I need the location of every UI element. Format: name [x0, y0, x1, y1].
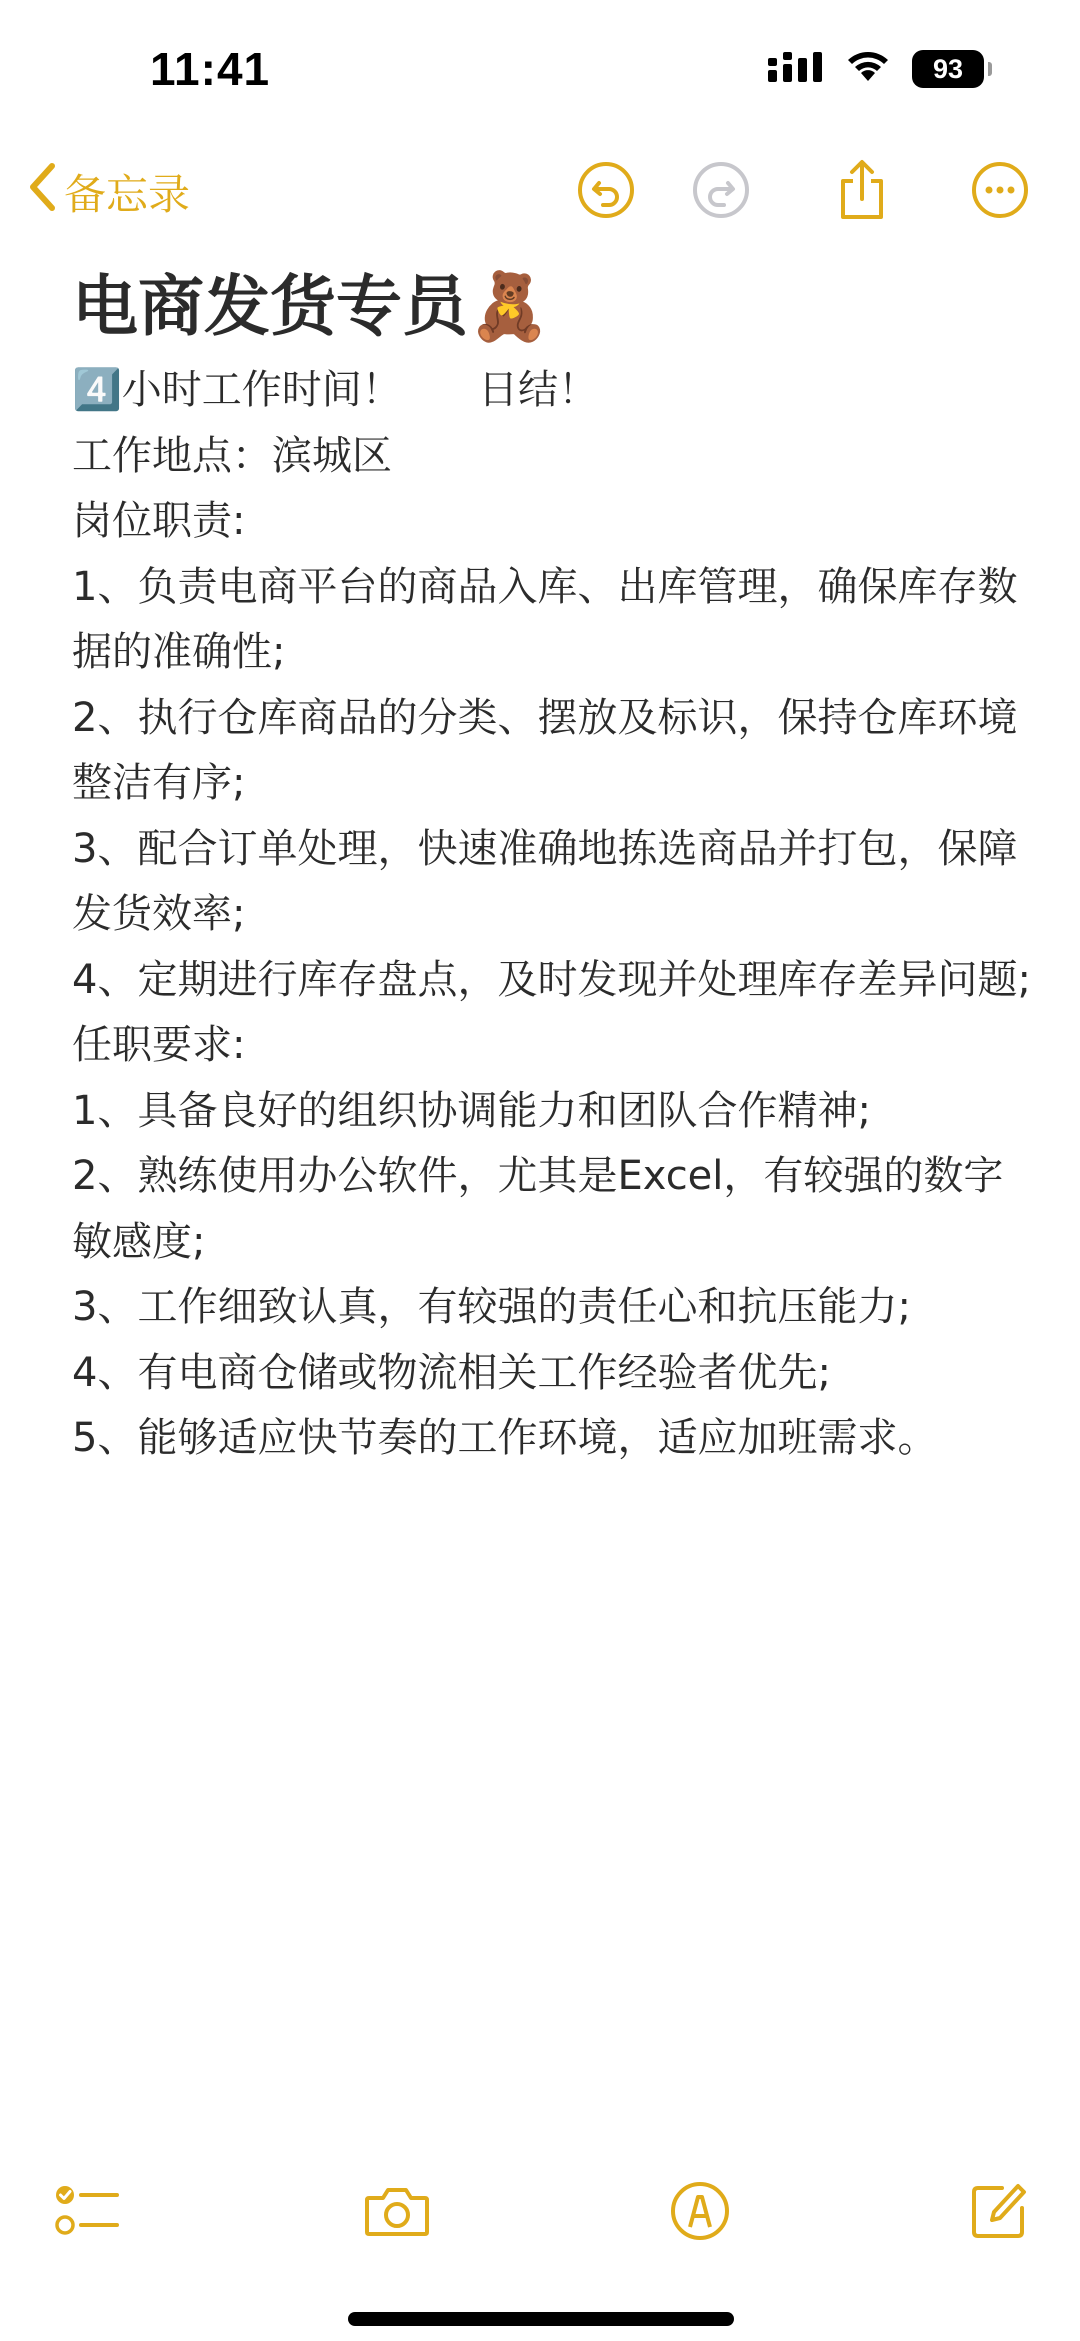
note-title[interactable]: 电商发货专员🧸 — [72, 268, 551, 345]
note-line[interactable]: 2、执行仓库商品的分类、摆放及标识，保持仓库环境整洁有序; — [72, 694, 1018, 806]
home-indicator — [348, 2312, 734, 2326]
markup-button[interactable] — [665, 2178, 735, 2248]
note-line[interactable]: 1、具备良好的组织协调能力和团队合作精神; — [72, 1087, 871, 1134]
note-line[interactable]: 4️⃣小时工作时间！ 日结！ — [72, 367, 599, 413]
note-line[interactable]: 任职要求: — [72, 1022, 246, 1068]
note-line[interactable]: 工作地点：滨城区 — [72, 432, 392, 479]
note-line[interactable]: 4、定期进行库存盘点，及时发现并处理库存差异问题; — [72, 956, 1031, 1003]
undo-button[interactable] — [576, 162, 636, 222]
chevron-left-icon — [28, 162, 56, 222]
more-button[interactable] — [970, 162, 1030, 222]
status-bar — [0, 0, 1080, 150]
note-line[interactable]: 3、工作细致认真，有较强的责任心和抗压能力; — [72, 1284, 911, 1330]
compose-button[interactable] — [964, 2178, 1034, 2248]
note-body[interactable] — [72, 262, 1032, 1472]
note-line[interactable]: 3、配合订单处理，快速准确地拣选商品并打包，保障发货效率; — [72, 825, 1018, 937]
checklist-button[interactable] — [52, 2178, 122, 2248]
undo-icon — [577, 161, 635, 223]
checklist-icon — [55, 2181, 119, 2245]
camera-button[interactable] — [362, 2178, 432, 2248]
redo-button[interactable] — [691, 162, 751, 222]
more-icon — [971, 161, 1029, 223]
bottom-toolbar — [0, 2170, 1080, 2250]
note-line[interactable]: 5、能够适应快节奏的工作环境，适应加班需求。 — [72, 1415, 938, 1461]
wifi-icon — [846, 51, 890, 87]
back-button[interactable] — [28, 160, 190, 224]
battery-icon: 93 — [912, 50, 984, 88]
camera-icon — [363, 2184, 431, 2242]
share-button[interactable] — [832, 162, 892, 222]
note-text[interactable] — [72, 358, 1032, 1472]
note-line[interactable]: 岗位职责: — [72, 498, 246, 544]
note-line[interactable]: 1、负责电商平台的商品入库、出库管理，确保库存数据的准确性; — [72, 563, 1018, 675]
cellular-signal-icon — [768, 52, 824, 86]
back-label: 备忘录 — [64, 170, 191, 219]
note-line[interactable]: 2、熟练使用办公软件，尤其是Excel，有较强的数字敏感度; — [72, 1153, 1004, 1265]
redo-icon — [692, 161, 750, 223]
status-icons — [768, 50, 984, 88]
compose-icon — [968, 2180, 1030, 2246]
share-icon — [835, 159, 889, 225]
status-time: 11:41 — [150, 43, 271, 95]
note-line[interactable]: 4、有电商仓储或物流相关工作经验者优先; — [72, 1349, 831, 1396]
markup-icon — [669, 2180, 731, 2246]
nav-bar — [0, 150, 1080, 234]
